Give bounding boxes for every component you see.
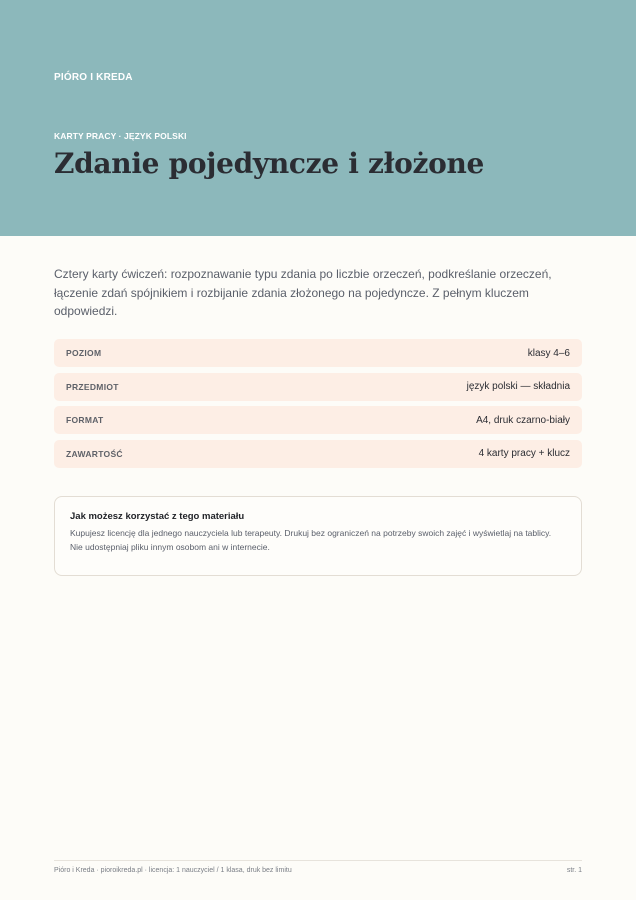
header-banner bbox=[0, 0, 636, 236]
meta-row-contents bbox=[54, 440, 582, 468]
page-title: Zdanie pojedyncze i złożone bbox=[54, 147, 485, 180]
meta-key: PRZEDMIOT bbox=[66, 381, 119, 392]
meta-row-level bbox=[54, 339, 582, 367]
meta-value: klasy 4–6 bbox=[527, 347, 570, 359]
meta-value: język polski — składnia bbox=[466, 381, 570, 392]
meta-key: ZAWARTOŚĆ bbox=[66, 448, 123, 459]
meta-key: FORMAT bbox=[66, 415, 104, 425]
license-info-box bbox=[54, 496, 582, 576]
license-title: Jak możesz korzystać z tego materiału bbox=[70, 511, 245, 522]
metadata-list bbox=[54, 339, 582, 473]
page-footer bbox=[54, 860, 582, 874]
license-text: Kupujesz licencję dla jednego nauczyciela lub terapeuty. Drukuj bez ograniczeń na potrzeby swoich zajęć i wyświetlaj na tablicy. Nie udostępniaj pliku innym osobom ani w internecie. bbox=[70, 528, 552, 552]
page-number: str. 1 bbox=[566, 867, 582, 874]
meta-key: POZIOM bbox=[66, 348, 102, 358]
footer-info: Pióro i Kreda · pioroikreda.pl · licencja: 1 nauczyciel / 1 klasa, druk bez limitu bbox=[54, 867, 292, 874]
document-category: KARTY PRACY · JĘZYK POLSKI bbox=[54, 131, 187, 141]
meta-value: 4 karty pracy + klucz bbox=[478, 448, 570, 459]
meta-row-format bbox=[54, 406, 582, 434]
meta-value: A4, druk czarno-biały bbox=[476, 414, 570, 426]
brand-name: PIÓRO I KREDA bbox=[54, 72, 133, 83]
meta-row-subject bbox=[54, 373, 582, 401]
intro-paragraph: Cztery karty ćwiczeń: rozpoznawanie typu zdania po liczbie orzeczeń, podkreślanie orzeczeń, łączenie zdań spójnikiem i rozbijanie zdania złożonego na pojedyncze. Z pełnym kluczem odpowiedzi. bbox=[54, 267, 552, 318]
